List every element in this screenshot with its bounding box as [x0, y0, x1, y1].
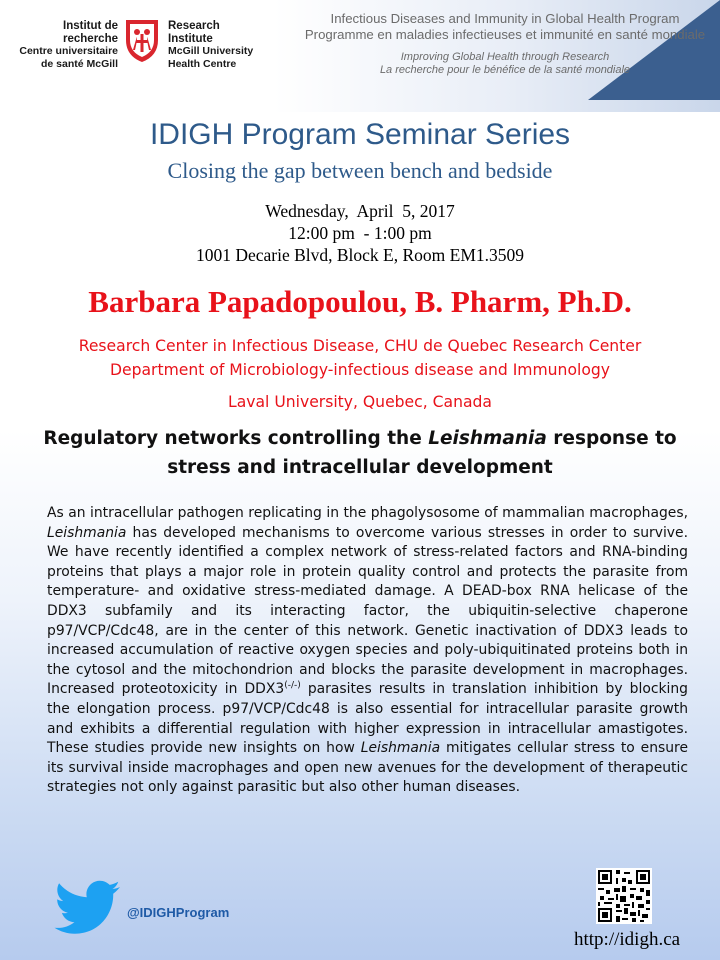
qr-code-icon: [596, 868, 652, 924]
program-name-french: Programme en maladies infectieuses et immunité en santé mondiale: [304, 27, 706, 42]
abstract-italic-2: Leishmania: [360, 740, 441, 757]
abstract-superscript: (-/-): [284, 680, 301, 691]
abstract-text-3: parasites results in translation inhibition by blocking the elongation process. p97/VCP/Cdc48 is also essential for intracellular parasite growth and exhibits a differential regulation with higher expression in intracellular amastigotes. These studies provide new insights on how: [47, 681, 688, 757]
speaker-name: Barbara Papadopoulou, B. Pharm, Ph.D.: [88, 284, 632, 319]
muhc-emblem-icon: [122, 16, 162, 64]
logo-left-line4: de santé McGill: [40, 57, 118, 70]
talk-abstract: [47, 504, 688, 798]
abstract-text-1: As an intracellular pathogen replicating in the phagolysosome of mammalian macrophages,: [47, 505, 688, 521]
program-name-english: Infectious Diseases and Immunity in Global Health Program: [330, 11, 680, 26]
talk-title: [30, 424, 690, 482]
twitter-handle[interactable]: @IDIGHProgram: [127, 905, 230, 920]
talk-title-italic: Leishmania: [428, 428, 547, 449]
event-time: 12:00 pm - 1:00 pm: [288, 223, 432, 243]
logo-right-line3: McGill University: [168, 45, 254, 57]
event-details: [0, 200, 720, 266]
abstract-italic-1: Leishmania: [47, 524, 127, 541]
speaker-affiliations: [0, 334, 720, 414]
logo-left-line3: Centre universitaire: [19, 45, 118, 57]
program-name-block: [300, 11, 710, 77]
logo-left-line1: Institut de: [63, 20, 118, 32]
header-banner: [0, 0, 720, 112]
talk-title-part1: Regulatory networks controlling the: [43, 428, 429, 449]
logo-right-line4: Health Centre: [168, 57, 237, 70]
abstract-text-4: mitigates cellular stress to ensure its survival inside macrophages and open new avenues for the development of therapeutic strategies not only against parasitic but also other human diseases.: [47, 740, 688, 796]
abstract-text-2: has developed mechanisms to overcome various stresses in order to survive. We have recently identified a complex network of stress-related factors and RNA-binding proteins that plays a major role in protein quality control and protects the parasite from temperature- and oxidative stress-mediated damage. A DEAD-box RNA helicase of the DDX3 subfamily and its interacting factor, the ubiquitin-selective chaperone p97/VCP/Cdc48, are in the center of this network. Genetic inactivation of DDX3 leads to increased accumulation of reactive oxygen species and poly-ubiquitinated proteins both in the cytosol and the mitochondrion and blocks the parasite development in macrophages. Increased proteotoxicity in DDX3: [47, 524, 688, 698]
seminar-series-title: IDIGH Program Seminar Series: [149, 118, 571, 151]
website-url[interactable]: http://idigh.ca: [574, 929, 681, 950]
logo-right-line2: Institute: [168, 32, 213, 45]
affiliation-research-center: Research Center in Infectious Disease, CHU de Quebec Research Center: [78, 337, 642, 355]
affiliation-department: Department of Microbiology-infectious disease and Immunology: [110, 361, 610, 379]
seminar-series-tagline: Closing the gap between bench and bedside: [167, 158, 553, 183]
institute-logo-english: [168, 20, 278, 70]
institute-logo-french: [14, 20, 118, 70]
event-location: 1001 Decarie Blvd, Block E, Room EM1.3509: [195, 245, 525, 265]
logo-left-line2: recherche: [63, 32, 118, 45]
program-motto-french: La recherche pour le bénéfice de la santé mondiale: [379, 64, 631, 76]
event-date: Wednesday, April 5, 2017: [265, 201, 455, 221]
twitter-bird-icon[interactable]: [54, 880, 124, 936]
program-motto-english: Improving Global Health through Research: [400, 51, 610, 63]
affiliation-university: Laval University, Quebec, Canada: [228, 393, 492, 411]
talk-title-part2: response to stress and intracellular development: [167, 428, 677, 478]
logo-right-line1: Research: [168, 20, 220, 32]
